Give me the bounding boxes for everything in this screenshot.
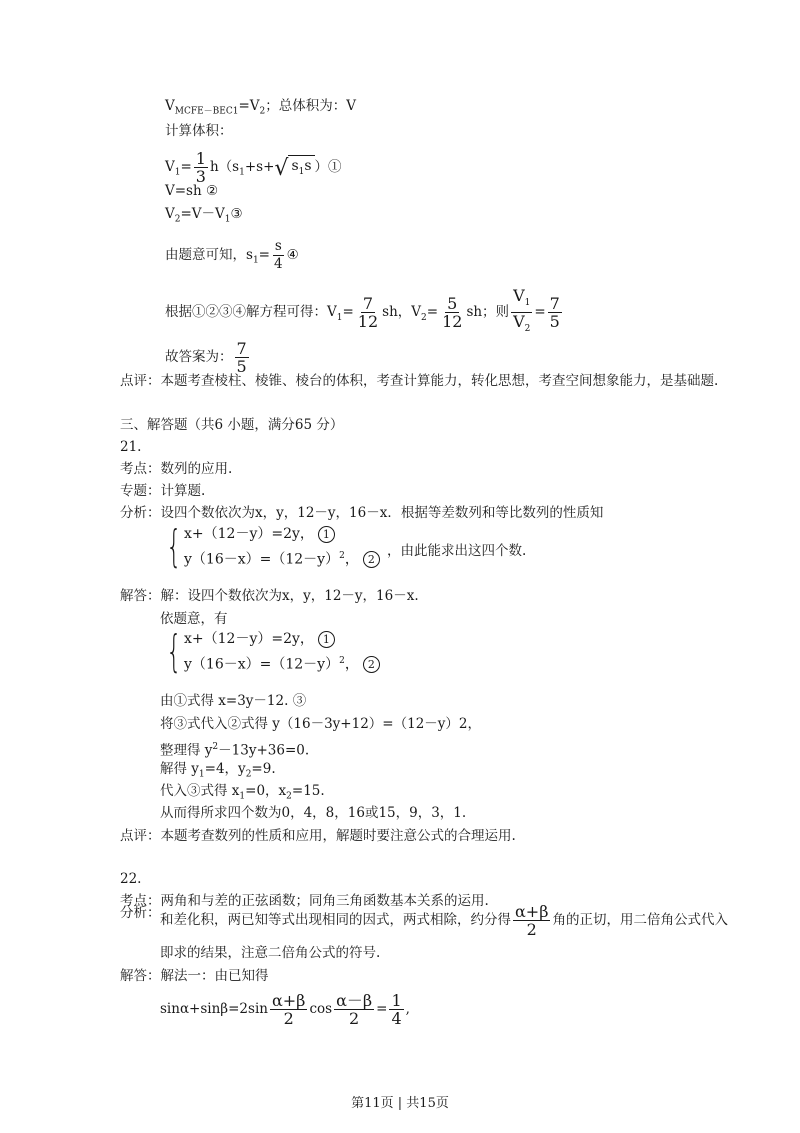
text-line: 由①式得 x=3y－12. ③ [160,693,307,709]
text-line: 解答：解：设四个数依次为x，y，12－y，16－x. [120,588,419,604]
equation-row: x+（12－y）=2y， 1 [184,628,380,650]
formula-line: 和差化积，两已知等式出现相同的因式，两式相除，约分得 $\frac{\alpha+\beta}{2}$ 角的正切，用二倍角公式代入 [160,902,728,939]
answer-line: 故答案为： $\frac{7}{5}$ [165,339,247,376]
formula-line: V=sh ② [165,183,219,199]
equation-row: $y(16-x)=(12-y)^2$， 2 [184,545,380,571]
formula-line: 由题意可知，$s_1=$ $\frac{s}{4}$ ④ [165,238,299,272]
text-line: 即求的结果，注意二倍角公式的符号. [160,945,381,961]
text-line: 整理得 $y^2-13y+36=0$. [160,742,310,759]
text-line: ，由此能求出这四个数. [387,543,527,559]
text-line: 解答：解法一：由已知得 [120,968,269,984]
brace-icon: { [166,625,182,677]
page-footer: 第11页 | 共15页 [351,1096,449,1111]
text-line: 考点：两角和与差的正弦函数；同角三角函数基本关系的运用. [120,893,489,909]
problem-number: 21. [120,439,142,455]
text-line: 解得 $y_1=4$，$y_2=9$. [160,761,276,780]
equation-row: $y(16-x)=(12-y)^2$， 2 [184,650,380,676]
text-line: 代入③式得 $x_1=0$，$x_2=15$. [160,783,325,802]
text-line: 计算体积： [165,123,233,139]
text-line: 将③式代入②式得 y（16－3y+12）=（12－y）2， [160,716,482,732]
section-heading: 三、解答题（共6 小题，满分65 分） [120,417,344,433]
equation-system [160,625,380,677]
text-line: 考点：数列的应用. [120,461,233,477]
formula-line: $V_2=V-V_1③$ [165,206,243,225]
comment-line: 点评：本题考查棱柱、棱锥、棱台的体积，考查计算能力，转化思想，考查空间想象能力，是基础题. [120,373,719,389]
formula-line: sinα+sinβ=2sin $\frac{\alpha+\beta}{2}$ cos $\frac{\alpha-\beta}{2}$ = $\frac{1}{4}$ , [160,991,410,1028]
formula-line: 根据①②③④解方程可得：$V_1=$ $\frac{7}{12}$ sh，$V_2=$ $\frac{5}{12}$ sh；则 $\frac{V_1}{V_2}$ = $\frac{7}{5}$ [165,286,560,335]
brace-icon: { [166,520,182,572]
text-line: 分析：设四个数依次为x，y，12－y，16－x．根据等差数列和等比数列的性质知 [120,505,604,521]
text-line: 依题意，有 [160,611,228,627]
text-line: 从而得所求四个数为0，4，8，16或15，9，3，1. [160,805,467,821]
equation-system [160,520,380,572]
formula-line: $V_1=$ $\frac{1}{3}$ $h(s_1+s+$ √ $s_1s$ ）① [165,149,342,186]
text-line: 专题：计算题. [120,483,206,499]
text-line: 分析： [120,905,161,921]
problem-number: 22. [120,871,142,887]
text-line: $V_{MCFE-BEC1}=V_2$；总体积为：V [165,98,357,117]
comment-line: 点评：本题考查数列的性质和应用，解题时要注意公式的合理运用. [120,828,516,844]
equation-row: x+（12－y）=2y， 1 [184,523,380,545]
